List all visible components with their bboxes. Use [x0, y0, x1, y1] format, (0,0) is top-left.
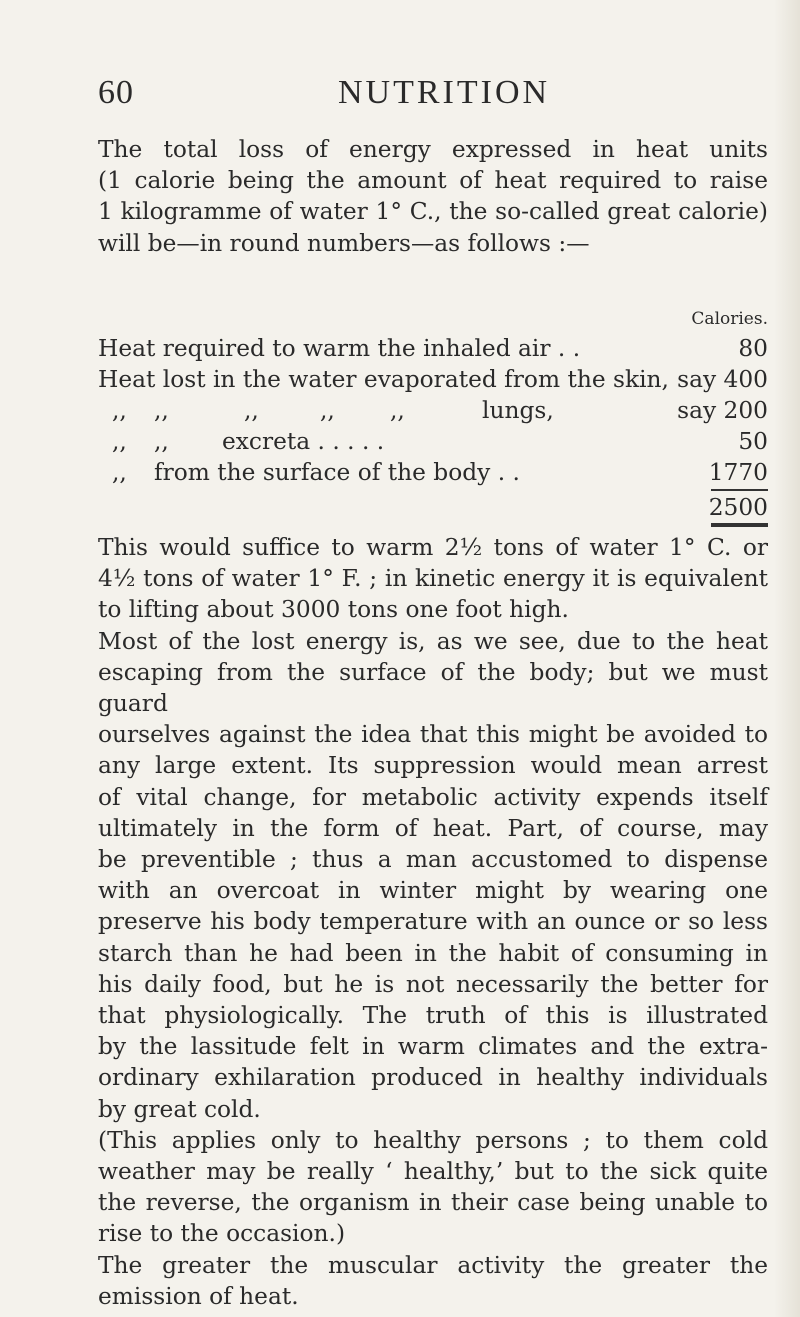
- row-value: 50: [738, 428, 768, 455]
- table-row: [98, 395, 768, 426]
- text-line: to lifting about 3000 tons one foot high.: [98, 596, 569, 624]
- page-header: [98, 74, 768, 124]
- text-line: the reverse, the organism in their case being unable to: [98, 1189, 768, 1217]
- row-label: lungs,: [482, 397, 554, 424]
- text-line: will be—in round numbers—as follows :—: [98, 229, 590, 257]
- text-line: rise to the occasion.): [98, 1220, 346, 1248]
- text-line: by the lassitude felt in warm climates and the extra-: [98, 1033, 768, 1061]
- text-line: (1 calorie being the amount of heat required to raise: [98, 167, 768, 195]
- text-line: 4½ tons of water 1° F. ; in kinetic energy it is equivalent: [98, 565, 768, 593]
- row-label: Heat lost in the water evaporated from the skin,: [98, 366, 669, 393]
- text-line: his daily food, but he is not necessarily the better for: [98, 970, 768, 998]
- row-value: say 200: [677, 397, 768, 424]
- row-label: excreta . . . . .: [222, 428, 385, 455]
- row-label: from the surface of the body . .: [154, 459, 520, 486]
- text-line: (This applies only to healthy persons ; to them cold: [98, 1126, 768, 1154]
- ditto-mark: ,,: [112, 459, 127, 486]
- text-line: preserve his body temperature with an ounce or so less: [98, 908, 768, 936]
- ditto-mark: ,,: [244, 397, 259, 424]
- text-line: any large extent. Its suppression would mean arrest: [98, 752, 768, 780]
- text-line: ordinary exhilaration produced in healthy individuals: [98, 1064, 768, 1092]
- table-row: [98, 457, 768, 488]
- row-value: 80: [738, 335, 768, 362]
- ditto-mark: ,,: [154, 428, 169, 455]
- table-row: [98, 426, 768, 457]
- page-number: 60: [98, 74, 134, 111]
- row-value: say 400: [677, 366, 768, 393]
- text-line: of vital change, for metabolic activity expends itself: [98, 783, 768, 811]
- total-rule: [711, 523, 768, 527]
- text-line: starch than he had been in the habit of consuming in: [98, 939, 768, 967]
- ditto-mark: ,,: [390, 397, 405, 424]
- text-line: ourselves against the idea that this might be avoided to: [98, 721, 768, 749]
- text-line: with an overcoat in winter might by wearing one: [98, 877, 768, 905]
- text-line: escaping from the surface of the body; but we must guard: [98, 658, 768, 718]
- text-line: weather may be really ‘ healthy,’ but to the sick quite: [98, 1158, 768, 1186]
- text-line: 1 kilogramme of water 1° C., the so-called great calorie): [98, 198, 768, 226]
- running-title: NUTRITION: [338, 74, 551, 111]
- ditto-mark: ,,: [112, 397, 127, 424]
- table-row: [98, 364, 768, 395]
- text-line: The greater the muscular activity the greater the: [98, 1251, 768, 1279]
- total-value: 2500: [708, 494, 768, 521]
- text-line: be preventible ; thus a man accustomed to dispense: [98, 846, 768, 874]
- table-row: [98, 333, 768, 364]
- row-value: 1770: [708, 459, 768, 486]
- table-total-row: [98, 492, 768, 523]
- ditto-mark: ,,: [154, 397, 169, 424]
- sum-rule: [711, 489, 768, 491]
- text-line: by great cold.: [98, 1095, 261, 1123]
- ditto-mark: ,,: [320, 397, 335, 424]
- text-line: ultimately in the form of heat. Part, of course, may: [98, 814, 768, 842]
- intro-paragraph: [98, 134, 768, 259]
- text-line: that physiologically. The truth of this is illustrated: [98, 1002, 768, 1030]
- text-line: emission of heat.: [98, 1282, 299, 1310]
- row-label: Heat required to warm the inhaled air . .: [98, 335, 581, 362]
- calories-column-header: Calories.: [691, 309, 768, 329]
- text-line: Most of the lost energy is, as we see, due to the heat: [98, 627, 768, 655]
- text-line: This would suffice to warm 2½ tons of water 1° C. or: [98, 534, 768, 561]
- page-edge-shadow: [774, 0, 800, 1317]
- text-line: The total loss of energy expressed in heat units: [98, 136, 768, 163]
- ditto-mark: ,,: [112, 428, 127, 455]
- body-text: [98, 532, 768, 1312]
